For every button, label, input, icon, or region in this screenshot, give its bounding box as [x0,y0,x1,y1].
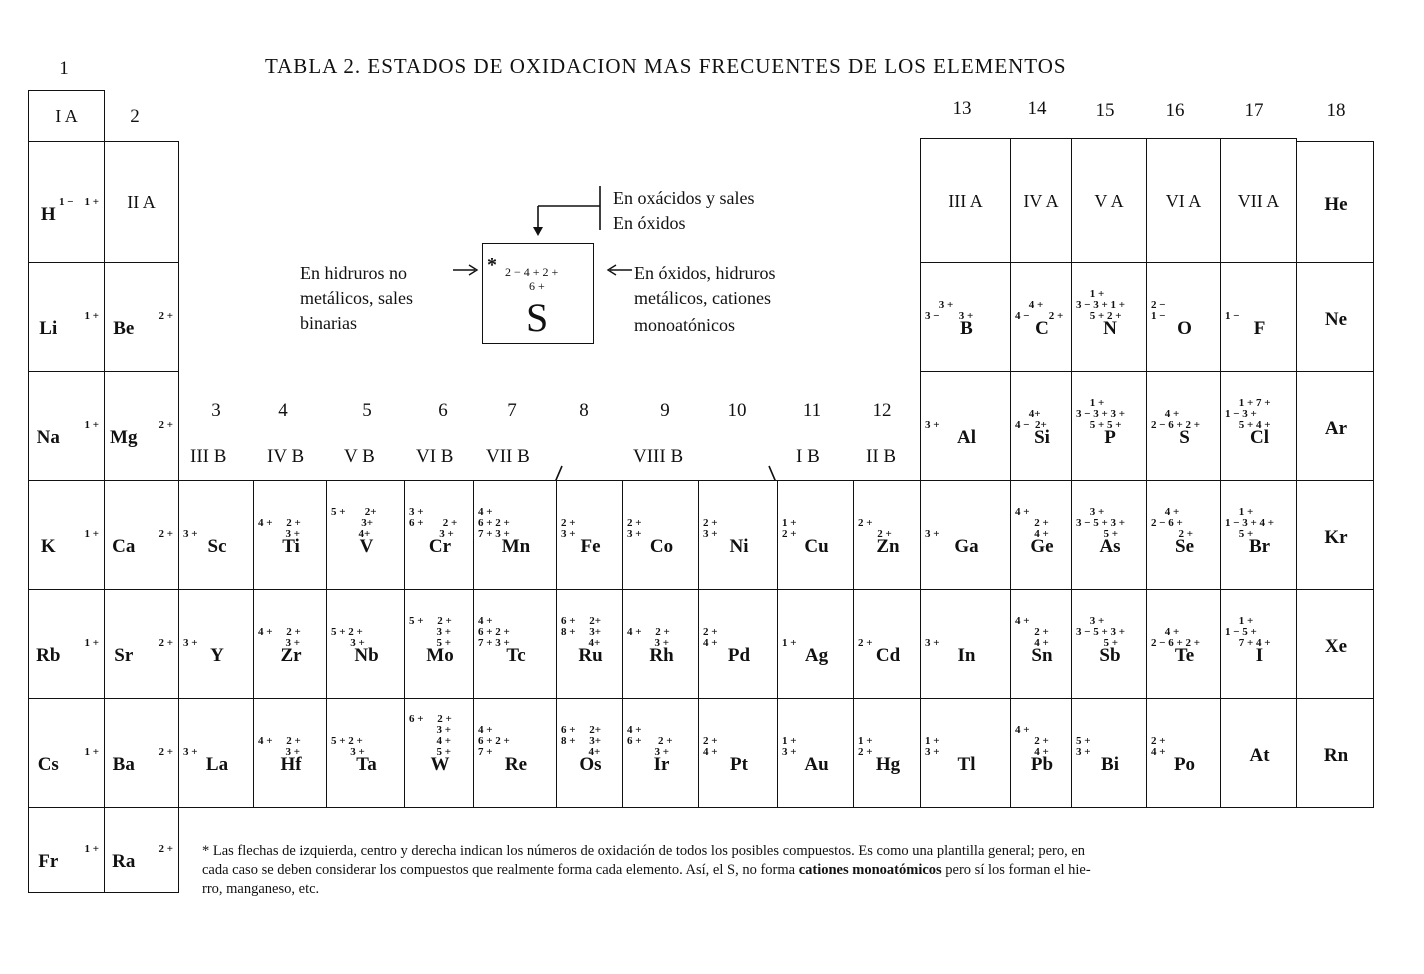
oxidation-states-Tl: 1 + 3 + [925,735,940,758]
element-symbol-Pt: Pt [730,754,748,775]
element-cell-W [404,698,474,808]
element-cell-F [1220,262,1297,372]
element-symbol-He: He [1324,193,1348,215]
legend-right-2: metálicos, cationes [634,288,771,308]
element-cell-Ag [777,589,854,699]
group-number-12: 12 [872,400,892,421]
oxidation-states-Fe: 2 + 3 + [561,517,576,540]
oxidation-states-Ge: 4 + 2 + 4 + [1015,506,1049,540]
element-cell-Os [556,698,623,808]
element-cell-Zr [253,589,327,699]
element-cell-Sb [1071,589,1147,699]
oxidation-states-Br: 1 + 1 − 3 + 4 + 5 + [1225,506,1275,540]
element-cell-I [1220,589,1297,699]
group-label-VIIIB: VIII B [633,446,684,467]
element-cell-Au [777,698,854,808]
element-symbol-La: La [205,754,229,775]
group-label-VIIB: VII B [486,446,530,467]
element-symbol-Fe: Fe [580,536,601,557]
oxidation-states-Zn: 2 + 2 + [858,517,892,540]
element-cell-In [920,589,1011,699]
element-symbol-Sb: Sb [1099,645,1121,666]
oxidation-states-Ba: 2 + [158,746,173,758]
group-number-14: 14 [1027,98,1047,119]
element-symbol-Na: Na [36,427,60,448]
element-cell-Fe [556,480,623,590]
element-cell-Bi [1071,698,1147,808]
element-cell-Rh [622,589,699,699]
oxidation-states-Cr: 3 + 6 + 2 + 3 + [409,506,458,540]
element-cell-Tc [473,589,557,699]
element-symbol-Ta: Ta [356,754,377,775]
element-cell-Cl [1220,371,1297,481]
group-label-VB: V B [344,446,375,467]
element-symbol-Zn: Zn [876,536,900,557]
element-symbol-Nb: Nb [354,645,379,666]
footnote-line-2: cada caso se deben considerar los compuestos que realmente forma cada elemento. Así, el S, no forma cationes monoatómicos pero sí los forman el hie- [202,862,1091,878]
legend-right-3: monoatónicos [634,315,735,335]
element-cell-Ga [920,480,1011,590]
oxidation-states-Hg: 1 + 2 + [858,735,873,758]
table-title: TABLA 2. ESTADOS DE OXIDACION MAS FRECUENTES DE LOS ELEMENTOS [265,54,1067,78]
element-symbol-Kr: Kr [1324,527,1348,549]
element-symbol-Ag: Ag [804,645,829,666]
oxidation-states-W: 6 + 2 + 3 + 4 + 5 + [409,713,452,758]
element-symbol-Po: Po [1173,754,1196,775]
element-symbol-Al: Al [957,427,976,448]
element-symbol-V: V [359,536,374,557]
oxidation-states-Bi: 5 + 3 + [1076,735,1091,758]
element-cell-Mn [473,480,557,590]
element-cell-Sc [178,480,254,590]
element-cell-P [1071,371,1147,481]
element-symbol-B: B [960,318,973,339]
group-number-17: 17 [1244,100,1264,121]
footnote [202,842,1312,899]
oxidation-states-Au: 1 + 3 + [782,735,797,758]
oxidation-states-Ru: 6 + 2+ 8 + 3+ 4+ [561,615,602,649]
element-cell-La [178,698,254,808]
oxidation-states-Rh: 4 + 2 + 3 + [627,626,670,649]
element-cell-Pt [698,698,778,808]
element-cell-Xe [1296,589,1374,699]
oxidation-states-Ni: 2 + 3 + [703,517,718,540]
legend-symbol: S [526,295,549,340]
element-symbol-Re: Re [504,754,528,775]
element-cell-S [1146,371,1221,481]
oxidation-states-Zr: 4 + 2 + 3 + [258,626,301,649]
legend-right-arrow [604,262,634,278]
element-cell-Ca [104,480,179,590]
group-number-8: 8 [579,400,589,421]
element-cell-V [326,480,405,590]
oxidation-states-I: 1 + 1 − 5 + 7 + 4 + [1225,615,1271,649]
element-cell-Tl [920,698,1011,808]
element-symbol-O: O [1177,318,1192,339]
element-symbol-Mg: Mg [110,427,138,448]
element-symbol-Ra: Ra [112,851,136,872]
oxidation-states-La: 3 + [183,746,198,758]
oxidation-states-As: 3 + 3 − 5 + 3 + 5 + [1076,506,1126,540]
oxidation-states-Se: 4 + 2 − 6 + 2 + [1151,506,1194,540]
element-symbol-Pd: Pd [727,645,751,666]
element-cell-Te [1146,589,1221,699]
element-cell-Mo [404,589,474,699]
group-number-13: 13 [952,98,972,119]
element-cell-Sr [104,589,179,699]
oxidation-states-Pd: 2 + 4 + [703,626,718,649]
element-symbol-Sn: Sn [1031,645,1053,666]
group-label-VIA: VI A [1146,138,1221,264]
element-cell-Hf [253,698,327,808]
element-cell-He [1296,141,1374,264]
oxidation-states-Pt: 2 + 4 + [703,735,718,758]
element-cell-Ne [1296,262,1374,372]
element-symbol-Pb: Pb [1030,754,1054,775]
element-symbol-Ba: Ba [112,754,135,775]
oxidation-states-Rb: 1 + [84,637,99,649]
element-symbol-Cu: Cu [804,536,829,557]
element-symbol-Ar: Ar [1324,418,1348,440]
oxidation-states-Fr: 1 + [84,843,99,855]
legend-left-1: En hidruros no [300,263,407,283]
oxidation-states-Co: 2 + 3 + [627,517,642,540]
oxidation-states-Ra: 2 + [158,843,173,855]
oxidation-states-Sn: 4 + 2 + 4 + [1015,615,1049,649]
group-label-IA: I A [28,90,105,142]
group-number-2: 2 [130,106,140,127]
group-number-4: 4 [278,400,288,421]
element-cell-Ru [556,589,623,699]
element-symbol-Br: Br [1248,536,1271,557]
element-symbol-Ga: Ga [954,536,979,557]
element-symbol-S: S [1179,427,1190,448]
element-cell-Cr [404,480,474,590]
element-symbol-Cs: Cs [37,754,59,775]
oxidation-states-B: 3 + 3 − 3 + [925,299,974,322]
oxidation-states-Os: 6 + 2+ 8 + 3+ 4+ [561,724,602,758]
legend-right-1: En óxidos, hidruros [634,263,776,283]
group-label-IVA: IV A [1010,138,1072,264]
element-cell-N [1071,262,1147,372]
oxidation-states-Cd: 2 + [858,637,873,649]
group-label-IIIA: III A [920,138,1011,264]
element-cell-Ba [104,698,179,808]
oxidation-states-Mg: 2 + [158,419,173,431]
element-cell-Ti [253,480,327,590]
element-symbol-Mn: Mn [501,536,531,557]
group-number-3: 3 [211,400,221,421]
element-symbol-Cr: Cr [428,536,452,557]
group-label-IIB: II B [866,446,897,467]
element-symbol-Fr: Fr [38,851,59,872]
group-number-9: 9 [660,400,670,421]
element-symbol-Rb: Rb [36,645,61,666]
element-symbol-P: P [1104,427,1116,448]
element-cell-Co [622,480,699,590]
element-cell-Na [28,371,105,481]
legend-left-arrow [451,262,481,278]
element-cell-Cu [777,480,854,590]
element-symbol-Li: Li [39,318,58,339]
element-symbol-Ir: Ir [653,754,670,775]
element-symbol-Ni: Ni [729,536,749,557]
element-symbol-Bi: Bi [1101,754,1119,775]
element-symbol-Be: Be [113,318,135,339]
element-cell-Zn [853,480,921,590]
element-cell-Sn [1010,589,1072,699]
oxidation-states-P: 1 + 3 − 3 + 3 + 5 + 5 + [1076,397,1126,431]
element-cell-Ir [622,698,699,808]
element-symbol-Zr: Zr [280,645,302,666]
element-cell-Po [1146,698,1221,808]
element-cell-Hg [853,698,921,808]
oxidation-states-N: 1 + 3 − 3 + 1 + 5 + 2 + [1076,288,1126,322]
element-cell-Ra [104,807,179,893]
oxidation-states-Tc: 4 + 6 + 2 + 7 + 3 + [478,615,510,649]
element-cell-Li [28,262,105,372]
group-label-VA: V A [1071,138,1147,264]
element-cell-Ar [1296,371,1374,481]
element-symbol-Os: Os [579,754,602,775]
element-cell-Fr [28,807,105,893]
group-number-6: 6 [438,400,448,421]
element-symbol-Cl: Cl [1250,427,1269,448]
oxidation-states-S: 4 + 2 − 6 + 2 + [1151,408,1201,431]
oxidation-states-Sb: 3 + 3 − 5 + 3 + 5 + [1076,615,1126,649]
element-symbol-Se: Se [1175,536,1194,557]
oxidation-states-Te: 4 + 2 − 6 + 2 + [1151,626,1201,649]
element-symbol-Au: Au [804,754,829,775]
group-number-18: 18 [1326,100,1346,121]
element-cell-At [1220,698,1297,808]
oxidation-states-Ta: 5 + 2 + 3 + [331,735,365,758]
element-cell-Ni [698,480,778,590]
group-number-1: 1 [59,58,69,79]
element-symbol-Cd: Cd [875,645,901,666]
element-cell-Kr [1296,480,1374,590]
element-symbol-Hf: Hf [280,754,302,775]
oxidation-states-Na: 1 + [84,419,99,431]
group-number-10: 10 [727,400,747,421]
element-symbol-Rh: Rh [649,645,674,666]
element-cell-C [1010,262,1072,372]
element-cell-Pd [698,589,778,699]
element-cell-Al [920,371,1011,481]
oxidation-states-Ca: 2 + [158,528,173,540]
element-symbol-Te: Te [1174,645,1195,666]
element-cell-Si [1010,371,1072,481]
element-symbol-Ca: Ca [112,536,136,557]
group-label-IB: I B [796,446,820,467]
element-cell-Ta [326,698,405,808]
oxidation-states-Mo: 5 + 2 + 3 + 5 + [409,615,452,649]
group-label-IVB: IV B [267,446,305,467]
footnote-line-1: * Las flechas de izquierda, centro y derecha indican los números de oxidación de todos los posibles compuestos. Es como una plantilla general; pero, en [202,843,1086,859]
element-cell-Pb [1010,698,1072,808]
oxidation-states-Ir: 4 + 6 + 2 + 3 + [627,724,673,758]
oxidation-states-Sc: 3 + [183,528,198,540]
oxidation-states-Cl: 1 + 7 + 1 − 3 + 5 + 4 + [1225,397,1271,431]
oxidation-states-Hf: 4 + 2 + 3 + [258,735,301,758]
oxidation-states-Sr: 2 + [158,637,173,649]
oxidation-states-V: 5 + 2+ 3+ 4+ [331,506,377,540]
legend-left-2: metálicos, sales [300,288,413,308]
element-symbol-Xe: Xe [1324,636,1348,658]
element-symbol-In: In [957,645,976,666]
element-symbol-C: C [1035,318,1049,339]
element-cell-O [1146,262,1221,372]
element-symbol-Tc: Tc [506,645,526,666]
element-cell-Se [1146,480,1221,590]
element-symbol-Si: Si [1034,427,1050,448]
legend-bracket-arrow [528,184,608,240]
element-symbol-Y: Y [210,645,224,666]
element-symbol-Ne: Ne [1324,309,1348,331]
element-symbol-Hg: Hg [875,754,901,775]
legend-oxacids: En oxácidos y sales [613,188,755,208]
element-cell-Rn [1296,698,1374,808]
legend-sample-cell [482,243,594,344]
oxidation-states-In: 3 + [925,637,940,649]
oxidation-states-Re: 4 + 6 + 2 + 7 + [478,724,510,758]
oxidation-states-C: 4 + 4 − 2 + [1015,299,1064,322]
element-cell-Ge [1010,480,1072,590]
oxidation-states-Ga: 3 + [925,528,940,540]
element-cell-H [28,141,105,264]
group-number-5: 5 [362,400,372,421]
oxidation-states-Al: 3 + [925,419,940,431]
group-label-IIA: II A [104,141,179,264]
element-symbol-Rn: Rn [1323,745,1349,767]
element-symbol-H: H [40,203,56,225]
group-label-VIIA: VII A [1220,138,1297,264]
element-cell-Rb [28,589,105,699]
element-symbol-As: As [1099,536,1121,557]
element-symbol-K: K [40,536,56,557]
element-cell-B [920,262,1011,372]
oxidation-states-Pb: 4 + 2 + 4 + [1015,724,1049,758]
oxidation-states-Po: 2 + 4 + [1151,735,1166,758]
oxidation-states-F: 1 − [1225,310,1240,322]
oxidation-states-H: 1 − 1 + [58,195,99,208]
legend-left-3: binarias [300,313,357,333]
legend-ox-line2: 6 + [529,279,545,293]
legend-ox-line1: 2 − 4 + 2 + [505,265,559,279]
element-cell-As [1071,480,1147,590]
oxidation-states-Cs: 1 + [84,746,99,758]
oxidation-states-Cu: 1 + 2 + [782,517,797,540]
oxidation-states-Ag: 1 + [782,637,797,649]
element-cell-Br [1220,480,1297,590]
element-symbol-At: At [1249,745,1270,767]
element-symbol-Sr: Sr [114,645,134,666]
element-symbol-Mo: Mo [426,645,454,666]
oxidation-states-Y: 3 + [183,637,198,649]
legend-oxides: En óxidos [613,213,686,233]
group-number-15: 15 [1095,100,1115,121]
element-symbol-Tl: Tl [957,754,976,775]
oxidation-states-Li: 1 + [84,310,99,322]
element-symbol-Ti: Ti [282,536,300,557]
element-symbol-Ru: Ru [578,645,603,666]
legend-star: * [487,254,497,276]
group-number-11: 11 [802,400,822,421]
oxidation-states-O: 2 − 1 − [1151,299,1166,322]
footnote-line-3: rro, manganeso, etc. [202,881,320,897]
element-cell-Y [178,589,254,699]
element-symbol-Ge: Ge [1030,536,1054,557]
element-cell-Cs [28,698,105,808]
oxidation-states-Mn: 4 + 6 + 2 + 7 + 3 + [478,506,510,540]
element-symbol-Sc: Sc [207,536,227,557]
oxidation-states-K: 1 + [84,528,99,540]
element-cell-Cd [853,589,921,699]
group-number-7: 7 [507,400,517,421]
element-symbol-W: W [430,754,450,775]
oxidation-states-Si: 4+ 4 − 2+ [1015,408,1047,431]
element-cell-Nb [326,589,405,699]
oxidation-states-Ti: 4 + 2 + 3 + [258,517,301,540]
element-symbol-N: N [1103,318,1117,339]
group-number-16: 16 [1165,100,1185,121]
element-cell-Be [104,262,179,372]
element-symbol-I: I [1255,645,1264,666]
group-label-IIIB: III B [190,446,227,467]
oxidation-states-Be: 2 + [158,310,173,322]
element-symbol-F: F [1253,318,1266,339]
element-cell-Re [473,698,557,808]
group-label-VIB: VI B [416,446,454,467]
element-cell-Mg [104,371,179,481]
oxidation-states-Nb: 5 + 2 + 3 + [331,626,365,649]
element-symbol-Co: Co [649,536,674,557]
element-cell-K [28,480,105,590]
